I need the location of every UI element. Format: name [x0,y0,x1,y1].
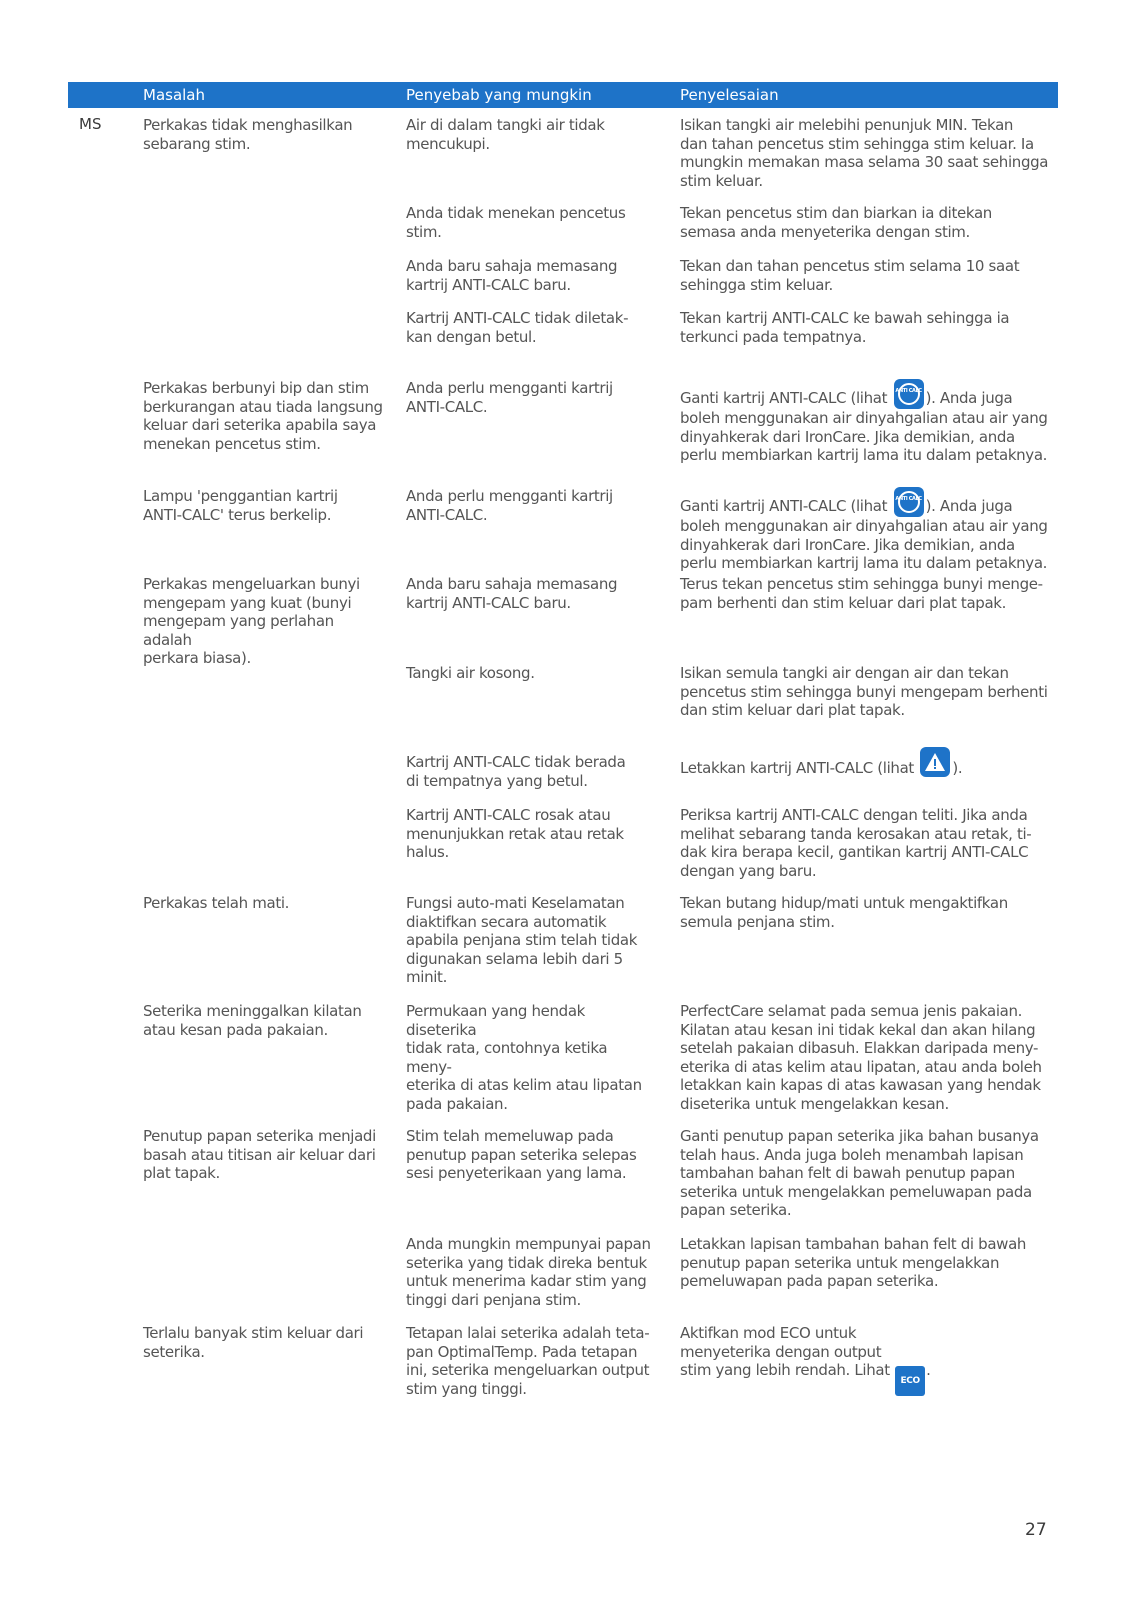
row-5-solution: Ganti kartrij ANTI-CALC (lihat ANTI CALC ). Anda juga boleh menggunakan air dinyahgalian atau air yang dinyahkerak dari IronCare. Jika demikian, anda perlu membiarkan kartrij lama itu dalam petaknya. [680,487,1055,573]
table-header [68,82,1058,108]
row-14-problem: Terlalu banyak stim keluar dari seterika. [143,1324,364,1361]
row-13-cause: Anda mungkin mempunyai papan seterika yang tidak direka bentuk untuk menerima kadar stim yang tinggi dari penjana stim. [406,1235,651,1309]
warning-icon [920,747,950,777]
row-10-cause: Fungsi auto-mati Keselamatan diaktifkan secara automatik apabila penjana stim telah tidak digunakan selama lebih dari 5 minit. [406,894,638,987]
row-12-problem: Penutup papan seterika menjadi basah atau titisan air keluar dari plat tapak. [143,1127,376,1183]
row-12-cause: Stim telah memeluwap pada penutup papan seterika selepas sesi penyeterikaan yang lama. [406,1127,637,1183]
row-2-solution: Tekan dan tahan pencetus stim selama 10 saat sehingga stim keluar. [680,257,1020,294]
row-5-problem: Lampu 'penggantian kartrij ANTI-CALC' terus berkelip. [143,487,338,524]
row-11-problem: Seterika meninggalkan kilatan atau kesan pada pakaian. [143,1002,362,1039]
row-14-cause: Tetapan lalai seterika adalah teta- pan OptimalTemp. Pada tetapan ini, seterika mengeluarkan output stim yang tinggi. [406,1324,650,1398]
row-1-cause: Anda tidak menekan pencetus stim. [406,204,626,241]
row-5-cause: Anda perlu mengganti kartrij ANTI-CALC. [406,487,613,524]
row-3-cause: Kartrij ANTI-CALC tidak diletak- kan dengan betul. [406,309,629,346]
row-6-problem: Perkakas mengeluarkan bunyi mengepam yang kuat (bunyi mengepam yang perlahan adalah perkara biasa). [143,575,360,668]
row-4-cause: Anda perlu mengganti kartrij ANTI-CALC. [406,379,613,416]
row-11-solution: PerfectCare selamat pada semua jenis pakaian. Kilatan atau kesan ini tidak kekal dan akan hilang setelah pakaian dibasuh. Elakkan daripada meny- eterika di atas kelim atau lipatan, atau anda boleh letakkan kain kapas di atas kawasan yang hendak diseterika untuk mengelakkan kesan. [680,1002,1042,1113]
row-4-problem: Perkakas berbunyi bip dan stim berkurangan atau tiada langsung keluar dari seterika apabila saya menekan pencetus stim. [143,379,383,453]
row-10-solution: Tekan butang hidup/mati untuk mengaktifkan semula penjana stim. [680,894,1008,931]
eco-icon: ECO [895,1366,925,1396]
row-9-cause: Kartrij ANTI-CALC rosak atau menunjukkan retak atau retak halus. [406,806,624,862]
row-13-solution: Letakkan lapisan tambahan bahan felt di bawah penutup papan seterika untuk mengelakkan pemeluwapan pada papan seterika. [680,1235,1027,1291]
row-1-solution: Tekan pencetus stim dan biarkan ia ditekan semasa anda menyeterika dengan stim. [680,204,992,241]
row-0-cause: Air di dalam tangki air tidak mencukupi. [406,116,605,153]
row-7-cause: Tangki air kosong. [406,664,535,682]
anticalc-icon: ANTI CALC [894,487,924,517]
header-cause: Penyebab yang mungkin [406,86,592,104]
row-2-cause: Anda baru sahaja memasang kartrij ANTI-CALC baru. [406,257,618,294]
header-problem: Masalah [143,86,206,104]
row-12-solution: Ganti penutup papan seterika jika bahan busanya telah haus. Anda juga boleh menambah lapisan tambahan bahan felt di bawah penutup papan seterika untuk mengelakkan pemeluwapan pada papan seterika. [680,1127,1039,1220]
page-number: 27 [1025,1520,1047,1540]
row-3-solution: Tekan kartrij ANTI-CALC ke bawah sehingga ia terkunci pada tempatnya. [680,309,1010,346]
row-10-problem: Perkakas telah mati. [143,894,290,912]
row-4-solution: Ganti kartrij ANTI-CALC (lihat ANTI CALC ). Anda juga boleh menggunakan air dinyahgalian atau air yang dinyahkerak dari IronCare. Jika demikian, anda perlu membiarkan kartrij lama itu dalam petaknya. [680,379,1055,465]
row-0-problem: Perkakas tidak menghasilkan sebarang stim. [143,116,353,153]
row-14-solution: Aktifkan mod ECO untuk menyeterika dengan output stim yang lebih rendah. Lihat ECO. [680,1324,1055,1396]
anticalc-icon: ANTI CALC [894,379,924,409]
row-9-solution: Periksa kartrij ANTI-CALC dengan teliti. Jika anda melihat sebarang tanda kerosakan atau retak, ti- dak kira berapa kecil, gantikan kartrij ANTI-CALC dengan yang baru. [680,806,1032,880]
row-8-solution: Letakkan kartrij ANTI-CALC (lihat ). [680,747,1055,778]
row-0-solution: Isikan tangki air melebihi penunjuk MIN. Tekan dan tahan pencetus stim sehingga stim keluar. Ia mungkin memakan masa selama 30 saat sehingga stim keluar. [680,116,1049,190]
row-8-cause: Kartrij ANTI-CALC tidak berada di tempatnya yang betul. [406,753,626,790]
row-11-cause: Permukaan yang hendak diseterika tidak rata, contohnya ketika meny- eterika di atas kelim atau lipatan pada pakaian. [406,1002,642,1113]
row-6-cause: Anda baru sahaja memasang kartrij ANTI-CALC baru. [406,575,618,612]
header-solution: Penyelesaian [680,86,779,104]
language-code: MS [79,115,102,133]
row-7-solution: Isikan semula tangki air dengan air dan tekan pencetus stim sehingga bunyi mengepam berhenti dan stim keluar dari plat tapak. [680,664,1048,720]
row-6-solution: Terus tekan pencetus stim sehingga bunyi menge- pam berhenti dan stim keluar dari plat tapak. [680,575,1043,612]
